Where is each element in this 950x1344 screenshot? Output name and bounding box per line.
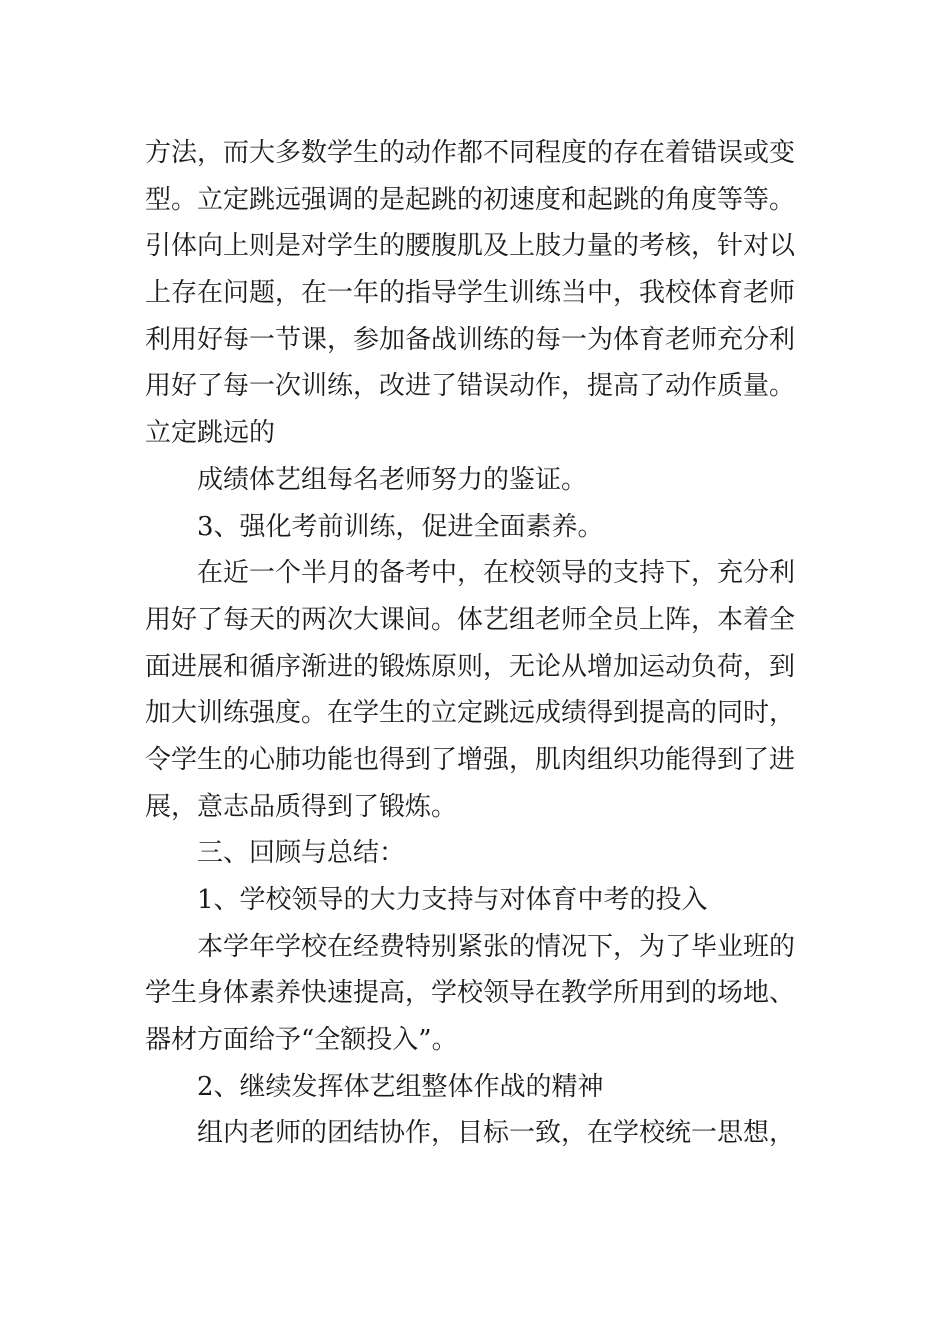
- text-line: 成绩体艺组每名老师努力的鉴证。: [197, 464, 588, 495]
- document-body: [145, 130, 815, 1157]
- text-line: 在近一个半月的备考中，在校领导的支持下，充分利: [197, 558, 796, 589]
- text-line: 型。立定跳远强调的是起跳的初速度和起跳的角度等等。: [145, 184, 796, 215]
- text-line: 令学生的心肺功能也得到了增强，肌肉组织功能得到了进: [145, 744, 796, 775]
- text-line: 用好了每天的两次大课间。体艺组老师全员上阵，本着全: [145, 604, 796, 635]
- text-line: 方法，而大多数学生的动作都不同程度的存在着错误或变: [145, 138, 796, 168]
- text-line: 用好了每一次训练，改进了错误动作，提高了动作质量。: [145, 371, 796, 402]
- text-line: 加大训练强度。在学生的立定跳远成绩得到提高的同时，: [145, 698, 796, 729]
- section-heading: 2、继续发挥体艺组整体作战的精神: [197, 1071, 604, 1102]
- text-line: 上存在问题，在一年的指导学生训练当中，我校体育老师: [145, 278, 796, 309]
- text-line: 引体向上则是对学生的腰腹肌及上肢力量的考核，针对以: [145, 231, 796, 262]
- section-heading: 1、学校领导的大力支持与对体育中考的投入: [197, 885, 708, 915]
- text-line: 本学年学校在经费特别紧张的情况下，为了毕业班的: [197, 931, 796, 962]
- text-line: 面进展和循序渐进的锻炼原则，无论从增加运动负荷，到: [145, 651, 796, 682]
- section-heading: 3、强化考前训练，促进全面素养。: [197, 511, 604, 542]
- text-line: 展，意志品质得到了锻炼。: [145, 791, 458, 822]
- text-line: 利用好每一节课，参加备战训练的每一为体育老师充分利: [145, 324, 796, 355]
- section-heading: 三、回顾与总结：: [197, 838, 406, 869]
- text-line: 学生身体素养快速提高，学校领导在教学所用到的场地、: [145, 978, 796, 1009]
- text-line: 器材方面给予“全额投入”。: [145, 1025, 458, 1056]
- text-line: 立定跳远的: [145, 418, 276, 449]
- text-line: 组内老师的团结协作，目标一致，在学校统一思想，: [197, 1118, 796, 1149]
